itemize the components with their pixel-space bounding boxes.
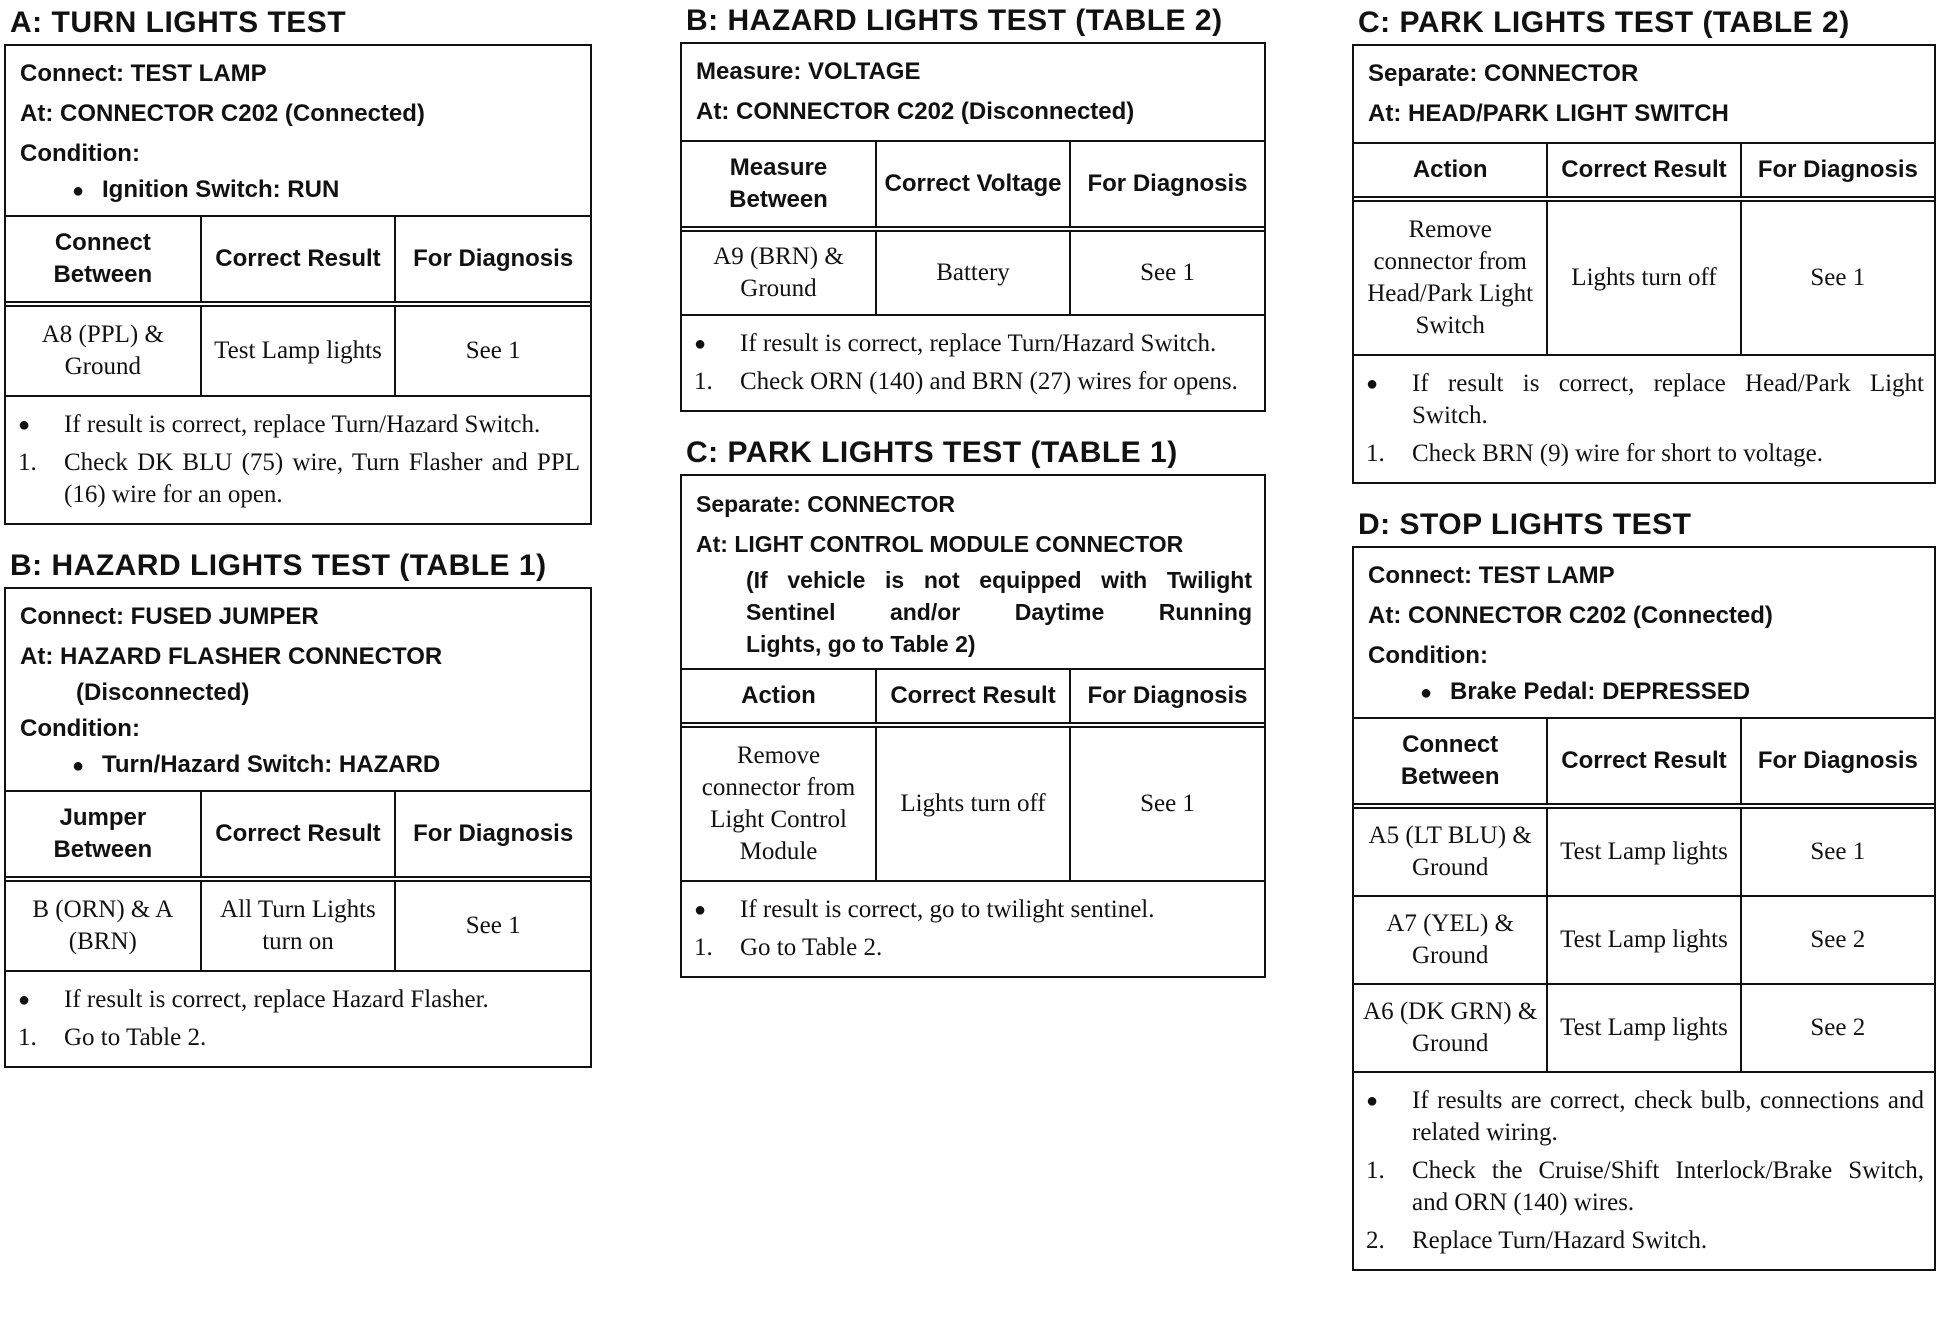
condition-bullet <box>1368 676 1922 709</box>
turn-lights-title: A: TURN LIGHTS TEST <box>10 6 347 39</box>
note-text: If results are correct, check bulb, connections and related wiring. <box>1412 1087 1924 1146</box>
at-continuation: Sentinel and/or Daytime Running <box>746 599 1252 625</box>
table-cell: See 1 <box>395 304 590 396</box>
park-table1-title: C: PARK LIGHTS TEST (TABLE 1) <box>686 436 1178 469</box>
park-table1-header <box>682 476 1264 670</box>
table-cell: See 2 <box>1741 984 1934 1072</box>
note-item <box>1366 1155 1924 1219</box>
column-header: Correct Voltage <box>876 142 1070 229</box>
table-cell: See 1 <box>1070 725 1264 881</box>
note-mark: 1. <box>18 1024 37 1051</box>
table-cell: A6 (DK GRN) & Ground <box>1354 984 1547 1072</box>
condition-bullet <box>20 174 578 207</box>
note-item <box>694 366 1254 398</box>
note-item <box>1366 438 1924 470</box>
table-cell: See 1 <box>1741 199 1934 355</box>
note-text: If result is correct, replace Turn/Hazard Switch. <box>64 411 541 438</box>
table-cell: A5 (LT BLU) & Ground <box>1354 806 1547 896</box>
column-header: Correct Result <box>1547 719 1740 806</box>
column-header: For Diagnosis <box>1741 719 1934 806</box>
separate-line: Separate: CONNECTOR <box>696 491 956 517</box>
column-header: For Diagnosis <box>1070 142 1264 229</box>
table-cell: See 2 <box>1741 896 1934 984</box>
bullet-icon: ● <box>1420 682 1433 704</box>
note-item <box>18 409 580 441</box>
park-table2-title: C: PARK LIGHTS TEST (TABLE 2) <box>1358 6 1850 39</box>
column-header: Jumper Between <box>6 792 201 879</box>
note-text: Go to Table 2. <box>64 1024 207 1051</box>
table-row <box>1354 984 1934 1072</box>
note-mark: 2. <box>1366 1227 1385 1254</box>
at-line: At: CONNECTOR C202 (Disconnected) <box>696 98 1135 125</box>
table-row <box>682 229 1264 315</box>
note-mark: 1. <box>18 449 37 476</box>
connect-line: Connect: TEST LAMP <box>20 60 267 87</box>
measure-line: Measure: VOLTAGE <box>696 58 921 85</box>
column-header: Action <box>1354 144 1547 199</box>
turn-lights-notes <box>6 397 590 523</box>
table-cell: All Turn Lights turn on <box>201 879 396 971</box>
note-text: If result is correct, replace Turn/Hazard Switch. <box>740 330 1217 357</box>
at-continuation: (If vehicle is not equipped with Twilight <box>746 567 1252 593</box>
note-text: Go to Table 2. <box>740 934 883 961</box>
turn-lights-table <box>6 217 590 397</box>
note-text: Replace Turn/Hazard Switch. <box>1412 1227 1708 1254</box>
column-header: Correct Result <box>201 217 396 304</box>
at-line: At: CONNECTOR C202 (Connected) <box>1368 602 1773 629</box>
column-header: For Diagnosis <box>395 792 590 879</box>
table-cell: Test Lamp lights <box>201 304 396 396</box>
table-cell: Remove connector from Light Control Module <box>682 725 876 881</box>
park-table2-table <box>1354 144 1934 356</box>
note-item <box>694 894 1254 926</box>
condition-text: Brake Pedal: DEPRESSED <box>1450 678 1751 705</box>
at-line: At: HAZARD FLASHER CONNECTOR <box>20 643 443 670</box>
hazard-table2-header <box>682 44 1264 142</box>
hazard-table2-title: B: HAZARD LIGHTS TEST (TABLE 2) <box>686 4 1223 37</box>
hazard-table1-header <box>6 589 590 792</box>
hazard-table2-box <box>680 42 1266 412</box>
at-continuation: Lights, go to Table 2) <box>746 631 976 657</box>
stop-lights-header <box>1354 548 1934 719</box>
turn-lights-box <box>4 44 592 525</box>
table-cell: Test Lamp lights <box>1547 984 1740 1072</box>
note-text: Check the Cruise/Shift Interlock/Brake Switch, and ORN (140) wires. <box>1412 1157 1924 1216</box>
table-cell: A8 (PPL) & Ground <box>6 304 201 396</box>
note-item <box>18 1022 580 1054</box>
note-mark: 1. <box>1366 1157 1385 1184</box>
park-table2-header <box>1354 46 1934 144</box>
table-row <box>1354 199 1934 355</box>
note-item <box>694 328 1254 360</box>
note-item <box>1366 1085 1924 1149</box>
at-line: At: LIGHT CONTROL MODULE CONNECTOR <box>696 531 1184 557</box>
note-text: If result is correct, replace Head/Park Light Switch. <box>1412 370 1924 429</box>
park-table1-notes <box>682 882 1264 976</box>
hazard-table1-title: B: HAZARD LIGHTS TEST (TABLE 1) <box>10 549 547 582</box>
table-cell: Battery <box>876 229 1070 315</box>
table-cell: Lights turn off <box>1547 199 1740 355</box>
column-header: Correct Result <box>876 670 1070 725</box>
column-a <box>4 6 592 1092</box>
note-mark: 1. <box>694 934 713 961</box>
bullet-icon: ● <box>18 989 31 1011</box>
bullet-icon: ● <box>18 414 31 436</box>
hazard-table1-box <box>4 587 592 1068</box>
column-header: Correct Result <box>1547 144 1740 199</box>
note-item <box>694 932 1254 964</box>
table-cell: See 1 <box>395 879 590 971</box>
column-c <box>1352 6 1936 1295</box>
bullet-icon: ● <box>1366 1090 1379 1112</box>
bullet-icon: ● <box>72 755 85 777</box>
condition-bullet <box>20 749 578 782</box>
column-header: Connect Between <box>6 217 201 304</box>
column-header: Action <box>682 670 876 725</box>
bullet-icon: ● <box>694 333 707 355</box>
table-cell: B (ORN) & A (BRN) <box>6 879 201 971</box>
column-header: Measure Between <box>682 142 876 229</box>
at-continuation: (Disconnected) <box>76 679 250 706</box>
table-cell: See 1 <box>1741 806 1934 896</box>
column-header: For Diagnosis <box>1070 670 1264 725</box>
separate-line: Separate: CONNECTOR <box>1368 60 1639 87</box>
stop-lights-table <box>1354 719 1934 1073</box>
hazard-table2-table <box>682 142 1264 316</box>
turn-lights-header <box>6 46 590 217</box>
note-text: If result is correct, go to twilight sentinel. <box>740 896 1155 923</box>
column-header: For Diagnosis <box>1741 144 1934 199</box>
column-header: For Diagnosis <box>395 217 590 304</box>
column-header: Connect Between <box>1354 719 1547 806</box>
hazard-table1-notes <box>6 972 590 1066</box>
park-table2-box <box>1352 44 1936 484</box>
table-cell: Test Lamp lights <box>1547 806 1740 896</box>
note-text: Check BRN (9) wire for short to voltage. <box>1412 440 1824 467</box>
stop-lights-notes <box>1354 1073 1934 1269</box>
bullet-icon: ● <box>72 180 85 202</box>
note-mark: 1. <box>694 368 713 395</box>
bullet-icon: ● <box>1366 373 1379 395</box>
condition-line: Condition: <box>20 140 140 167</box>
note-text: Check DK BLU (75) wire, Turn Flasher and PPL (16) wire for an open. <box>64 449 580 508</box>
at-line: At: HEAD/PARK LIGHT SWITCH <box>1368 100 1729 127</box>
note-item <box>18 447 580 511</box>
note-item <box>1366 1225 1924 1257</box>
column-b <box>680 4 1266 1002</box>
park-table2-notes <box>1354 356 1934 482</box>
condition-text: Turn/Hazard Switch: HAZARD <box>102 751 441 778</box>
note-item <box>18 984 580 1016</box>
at-line: At: CONNECTOR C202 (Connected) <box>20 100 425 127</box>
condition-text: Ignition Switch: RUN <box>102 176 340 203</box>
condition-line: Condition: <box>20 715 140 742</box>
column-header: Correct Result <box>201 792 396 879</box>
table-cell: See 1 <box>1070 229 1264 315</box>
table-cell: Lights turn off <box>876 725 1070 881</box>
park-table1-table <box>682 670 1264 882</box>
note-mark: 1. <box>1366 440 1385 467</box>
table-cell: A9 (BRN) & Ground <box>682 229 876 315</box>
table-row <box>6 304 590 396</box>
table-row <box>682 725 1264 881</box>
stop-lights-box <box>1352 546 1936 1271</box>
stop-lights-title: D: STOP LIGHTS TEST <box>1358 508 1692 541</box>
hazard-table2-notes <box>682 316 1264 410</box>
table-cell: Remove connector from Head/Park Light Switch <box>1354 199 1547 355</box>
note-text: If result is correct, replace Hazard Flasher. <box>64 986 489 1013</box>
table-cell: A7 (YEL) & Ground <box>1354 896 1547 984</box>
connect-line: Connect: FUSED JUMPER <box>20 603 319 630</box>
connect-line: Connect: TEST LAMP <box>1368 562 1615 589</box>
table-row <box>6 879 590 971</box>
table-row <box>1354 896 1934 984</box>
note-text: Check ORN (140) and BRN (27) wires for opens. <box>740 368 1238 395</box>
table-cell: Test Lamp lights <box>1547 896 1740 984</box>
note-item <box>1366 368 1924 432</box>
park-table1-box <box>680 474 1266 978</box>
bullet-icon: ● <box>694 899 707 921</box>
hazard-table1-table <box>6 792 590 972</box>
condition-line: Condition: <box>1368 642 1488 669</box>
table-row <box>1354 806 1934 896</box>
